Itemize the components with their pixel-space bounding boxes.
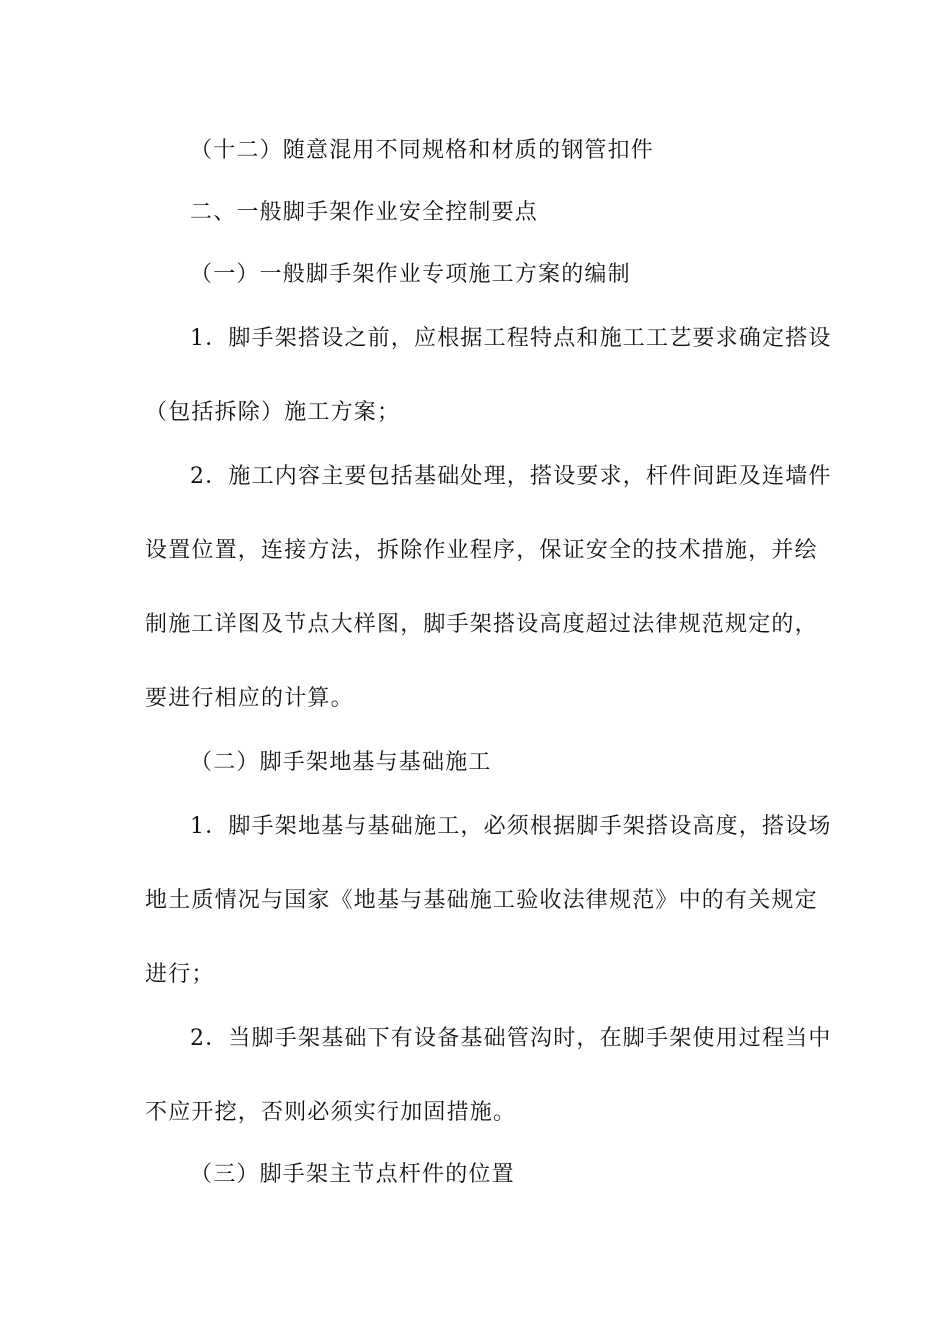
- paragraph-1-line-1: 1．脚手架搭设之前，应根据工程特点和施工工艺要求确定搭设: [190, 326, 832, 351]
- paragraph-2-line-1: 2．施工内容主要包括基础处理，搭设要求，杆件间距及连墙件: [190, 464, 832, 489]
- paragraph-3-line-3: 进行；: [145, 962, 215, 987]
- paragraph-3-line-2: 地土质情况与国家《地基与基础施工验收法律规范》中的有关规定: [145, 888, 818, 913]
- paragraph-4-line-2: 不应开挖，否则必须实行加固措施。: [145, 1100, 517, 1125]
- subheading-12: （十二）随意混用不同规格和材质的钢管扣件: [190, 138, 655, 163]
- paragraph-4-line-1: 2．当脚手架基础下有设备基础管沟时，在脚手架使用过程当中: [190, 1026, 832, 1051]
- paragraph-1-line-2: （包括拆除）施工方案；: [145, 400, 401, 425]
- paragraph-2-line-4: 要进行相应的计算。: [145, 686, 354, 711]
- section-heading-2: 二、一般脚手架作业安全控制要点: [190, 200, 539, 225]
- paragraph-2-line-3: 制施工详图及节点大样图，脚手架搭设高度超过法律规范规定的，: [145, 612, 818, 637]
- subheading-2: （二）脚手架地基与基础施工: [190, 750, 492, 775]
- paragraph-3-line-1: 1．脚手架地基与基础施工，必须根据脚手架搭设高度，搭设场: [190, 814, 832, 839]
- paragraph-2-line-2: 设置位置，连接方法，拆除作业程序，保证安全的技术措施，并绘: [145, 538, 818, 563]
- subheading-3: （三）脚手架主节点杆件的位置: [190, 1162, 515, 1187]
- subheading-1: （一）一般脚手架作业专项施工方案的编制: [190, 262, 631, 287]
